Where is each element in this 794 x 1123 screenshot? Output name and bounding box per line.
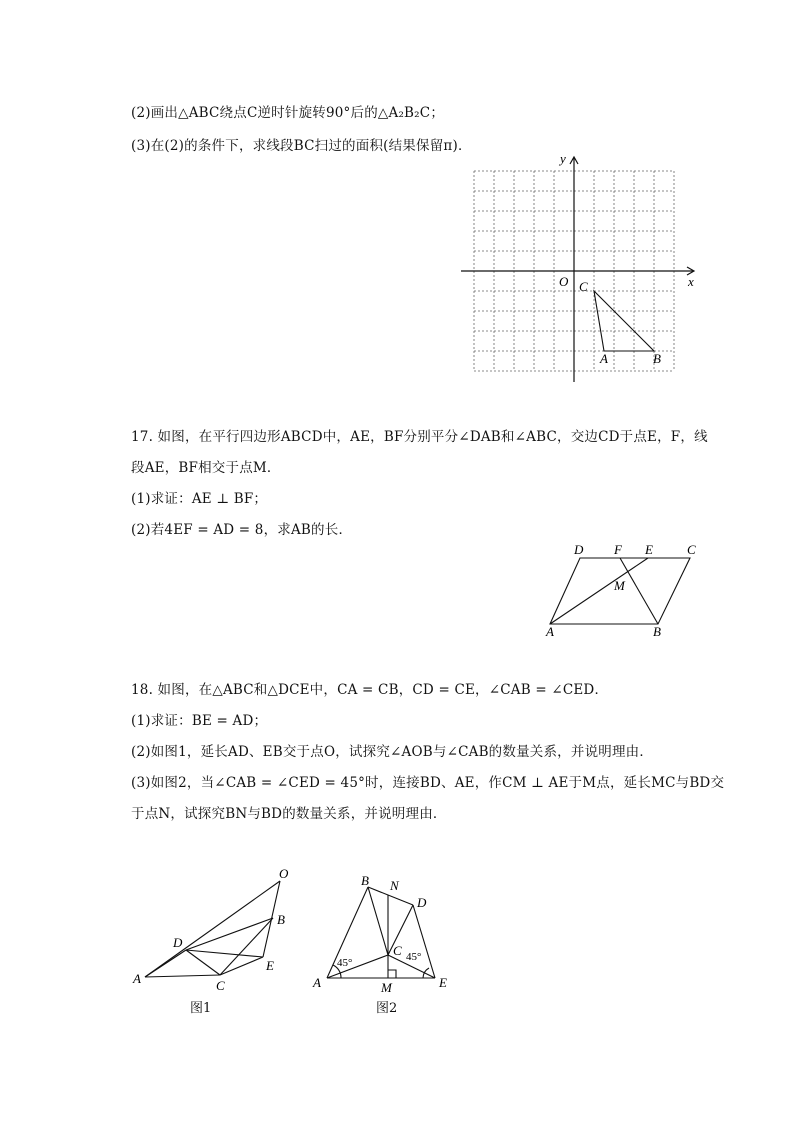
q18-stem: 18. 如图，在△ABC和△DCE中，CA = CB，CD = CE，∠CAB = ∠CED．: [131, 682, 609, 698]
q17-stem-line2: 段AE，BF相交于点M．: [131, 460, 281, 476]
figure-1: [130, 865, 310, 1015]
fig1-label-d: D: [173, 935, 183, 950]
fig2-label-b: B: [361, 873, 369, 888]
label-e: E: [645, 542, 653, 557]
fig1-label-o: O: [279, 866, 289, 881]
label-f: F: [614, 542, 622, 557]
figure-2: [305, 865, 465, 1015]
q17-stem-line1: 17. 如图，在平行四边形ABCD中，AE，BF分别平分∠DAB和∠ABC，交边CD于点E，F，线: [131, 429, 708, 445]
point-label-a: A: [600, 351, 608, 366]
segment-bf: [620, 558, 658, 624]
q16-part3: (3)在(2)的条件下，求线段BC扫过的面积(结果保留π)．: [131, 138, 472, 154]
q17-part1: (1)求证：AE ⊥ BF；: [131, 491, 268, 507]
fig1-label-b: B: [277, 912, 285, 927]
q18-part3-line1: (3)如图2，当∠CAB = ∠CED = 45°时，连接BD、AE，作CM ⊥ AE于M点，延长MC与BD交: [131, 775, 725, 791]
label-a: A: [546, 624, 554, 639]
figure-2-caption: 图2: [376, 1001, 398, 1016]
y-axis-label: y: [560, 151, 566, 166]
q18-part3-line2: 于点N，试探究BN与BD的数量关系，并说明理由．: [131, 806, 447, 822]
triangle-abc: [594, 291, 654, 351]
fig2-angle-left: 45°: [337, 957, 353, 969]
fig1-label-a: A: [133, 971, 141, 986]
coordinate-grid-figure: [455, 150, 715, 380]
parallelogram-figure: [540, 540, 710, 640]
fig1-label-c: C: [216, 978, 225, 993]
fig2-label-e: E: [439, 975, 447, 990]
fig2-label-c: C: [393, 943, 402, 958]
q16-part2: (2)画出△ABC绕点C逆时针旋转90°后的△A₂B₂C；: [131, 105, 445, 121]
fig2-angle-right: 45°: [406, 951, 422, 963]
fig2-label-d: D: [417, 895, 427, 910]
fig2-label-n: N: [390, 878, 399, 893]
x-axis-label: x: [688, 274, 694, 289]
label-c: C: [687, 542, 696, 557]
q18-part2: (2)如图1，延长AD、EB交于点O，试探究∠AOB与∠CAB的数量关系，并说明理由．: [131, 744, 654, 760]
label-b: B: [653, 624, 661, 639]
q18-part1: (1)求证：BE = AD；: [131, 713, 268, 729]
fig1-label-e: E: [266, 958, 274, 973]
figure-1-caption: 图1: [190, 1001, 212, 1016]
point-label-b: B: [653, 351, 661, 366]
origin-label: O: [559, 274, 569, 289]
q17-part2: (2)若4EF = AD = 8，求AB的长．: [131, 522, 353, 538]
label-d: D: [574, 542, 584, 557]
point-label-c: C: [579, 279, 588, 294]
label-m: M: [614, 578, 625, 593]
fig2-label-m: M: [381, 980, 392, 995]
fig2-label-a: A: [313, 975, 321, 990]
